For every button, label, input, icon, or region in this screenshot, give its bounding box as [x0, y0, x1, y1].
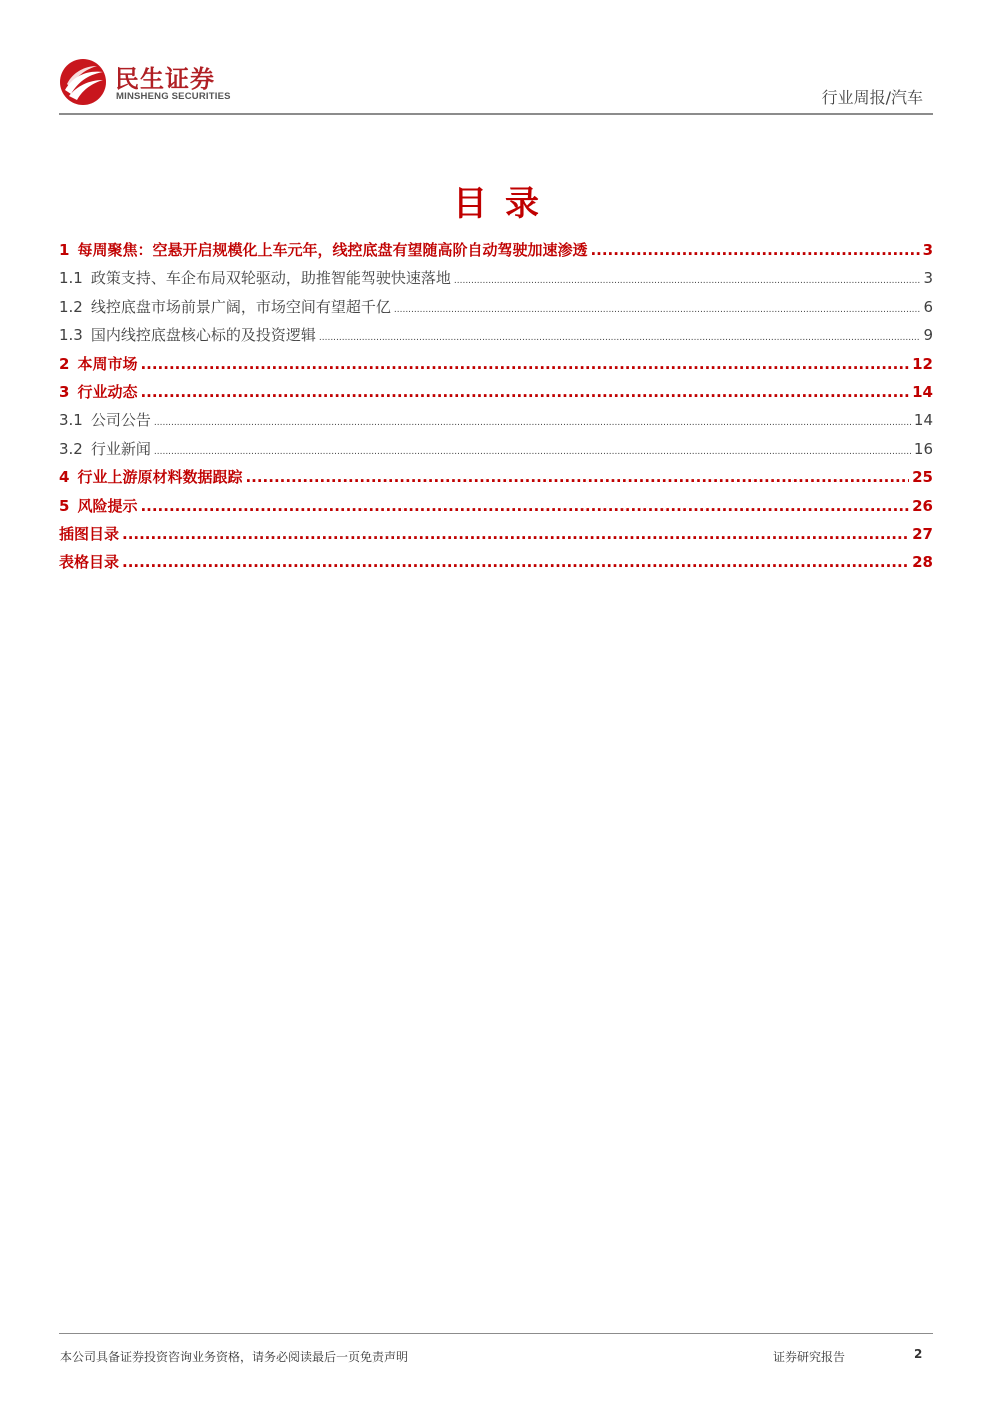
footer-report-label: 证券研究报告 — [773, 1350, 846, 1364]
toc-dot-leader — [122, 520, 909, 548]
toc-dot-leader — [319, 324, 921, 352]
toc-entry-number: 3.1 — [59, 411, 83, 430]
footer-disclaimer: 本公司具备证券投资咨询业务资格，请务必阅读最后一页免责声明 — [60, 1350, 409, 1364]
toc-entry-title: 行业上游原材料数据跟踪 — [77, 468, 243, 487]
toc-entry-page: 9 — [923, 326, 933, 345]
toc-entry[interactable] — [59, 321, 933, 349]
toc-entry-title: 政策支持、车企布局双轮驱动，助推智能驾驶快速落地 — [90, 269, 451, 288]
toc-entry[interactable] — [59, 293, 933, 321]
toc-dot-leader — [122, 548, 909, 576]
toc-entry-page: 28 — [912, 553, 933, 572]
toc-dot-leader — [394, 296, 921, 324]
toc-dot-leader — [140, 378, 909, 406]
toc-entry-page: 6 — [923, 297, 933, 316]
toc-entry-number: 1.2 — [59, 297, 83, 316]
toc-entry[interactable] — [59, 520, 933, 548]
toc-entry[interactable] — [59, 406, 933, 434]
header-divider — [59, 113, 933, 115]
toc-dot-leader — [140, 492, 909, 520]
toc-dot-leader — [154, 409, 911, 437]
toc-dot-leader — [454, 267, 921, 295]
toc-entry-page: 12 — [912, 354, 933, 373]
toc-dot-leader — [245, 463, 909, 491]
table-of-contents — [59, 236, 933, 577]
toc-entry-number: 5 — [59, 496, 70, 515]
toc-entry-title: 公司公告 — [90, 411, 151, 430]
toc-entry-title: 插图目录 — [59, 524, 120, 543]
toc-entry-number: 3.2 — [59, 439, 83, 458]
toc-entry-number: 4 — [59, 468, 70, 487]
toc-entry-title: 行业新闻 — [90, 439, 151, 458]
toc-entry-number: 2 — [59, 354, 70, 373]
toc-entry-page: 16 — [913, 439, 933, 458]
minsheng-logo-icon — [59, 58, 107, 106]
logo-english-name: MINSHENG SECURITIES — [116, 91, 231, 102]
toc-entry-title: 表格目录 — [59, 553, 120, 572]
toc-entry-page: 27 — [912, 524, 933, 543]
toc-entry-title: 国内线控底盘核心标的及投资逻辑 — [90, 326, 316, 345]
footer-divider — [59, 1333, 933, 1334]
toc-title: 目录 — [453, 184, 557, 224]
toc-entry-page: 26 — [912, 496, 933, 515]
toc-entry-number: 1.3 — [59, 326, 83, 345]
toc-entry[interactable] — [59, 435, 933, 463]
toc-entry[interactable] — [59, 463, 933, 491]
toc-entry-page: 14 — [912, 382, 933, 401]
page-header — [59, 56, 933, 114]
toc-entry[interactable] — [59, 350, 933, 378]
report-type-label: 行业周报/汽车 — [821, 88, 923, 107]
company-logo — [59, 56, 259, 108]
toc-entry[interactable] — [59, 264, 933, 292]
toc-entry-page: 3 — [922, 241, 933, 259]
toc-dot-leader — [154, 438, 911, 466]
toc-entry-page: 3 — [923, 269, 933, 288]
toc-entry[interactable] — [59, 548, 933, 576]
toc-entry-number: 1.1 — [59, 269, 83, 288]
toc-entry-page: 25 — [912, 468, 933, 487]
toc-entry[interactable] — [59, 378, 933, 406]
toc-dot-leader — [590, 236, 919, 264]
toc-entry-title: 线控底盘市场前景广阔，市场空间有望超千亿 — [90, 297, 391, 316]
toc-entry-number: 1 — [59, 241, 70, 259]
toc-entry[interactable] — [59, 236, 933, 264]
page-number: 2 — [914, 1347, 923, 1361]
toc-entry[interactable] — [59, 492, 933, 520]
logo-chinese-name: 民生证券 — [115, 65, 215, 93]
toc-entry-page: 14 — [913, 411, 933, 430]
toc-dot-leader — [140, 350, 909, 378]
toc-entry-title: 风险提示 — [77, 496, 138, 515]
toc-entry-title: 行业动态 — [77, 382, 138, 401]
toc-entry-number: 3 — [59, 382, 70, 401]
toc-entry-title: 每周聚焦：空悬开启规模化上车元年，线控底盘有望随高阶自动驾驶加速渗透 — [77, 241, 588, 259]
toc-entry-title: 本周市场 — [77, 354, 138, 373]
